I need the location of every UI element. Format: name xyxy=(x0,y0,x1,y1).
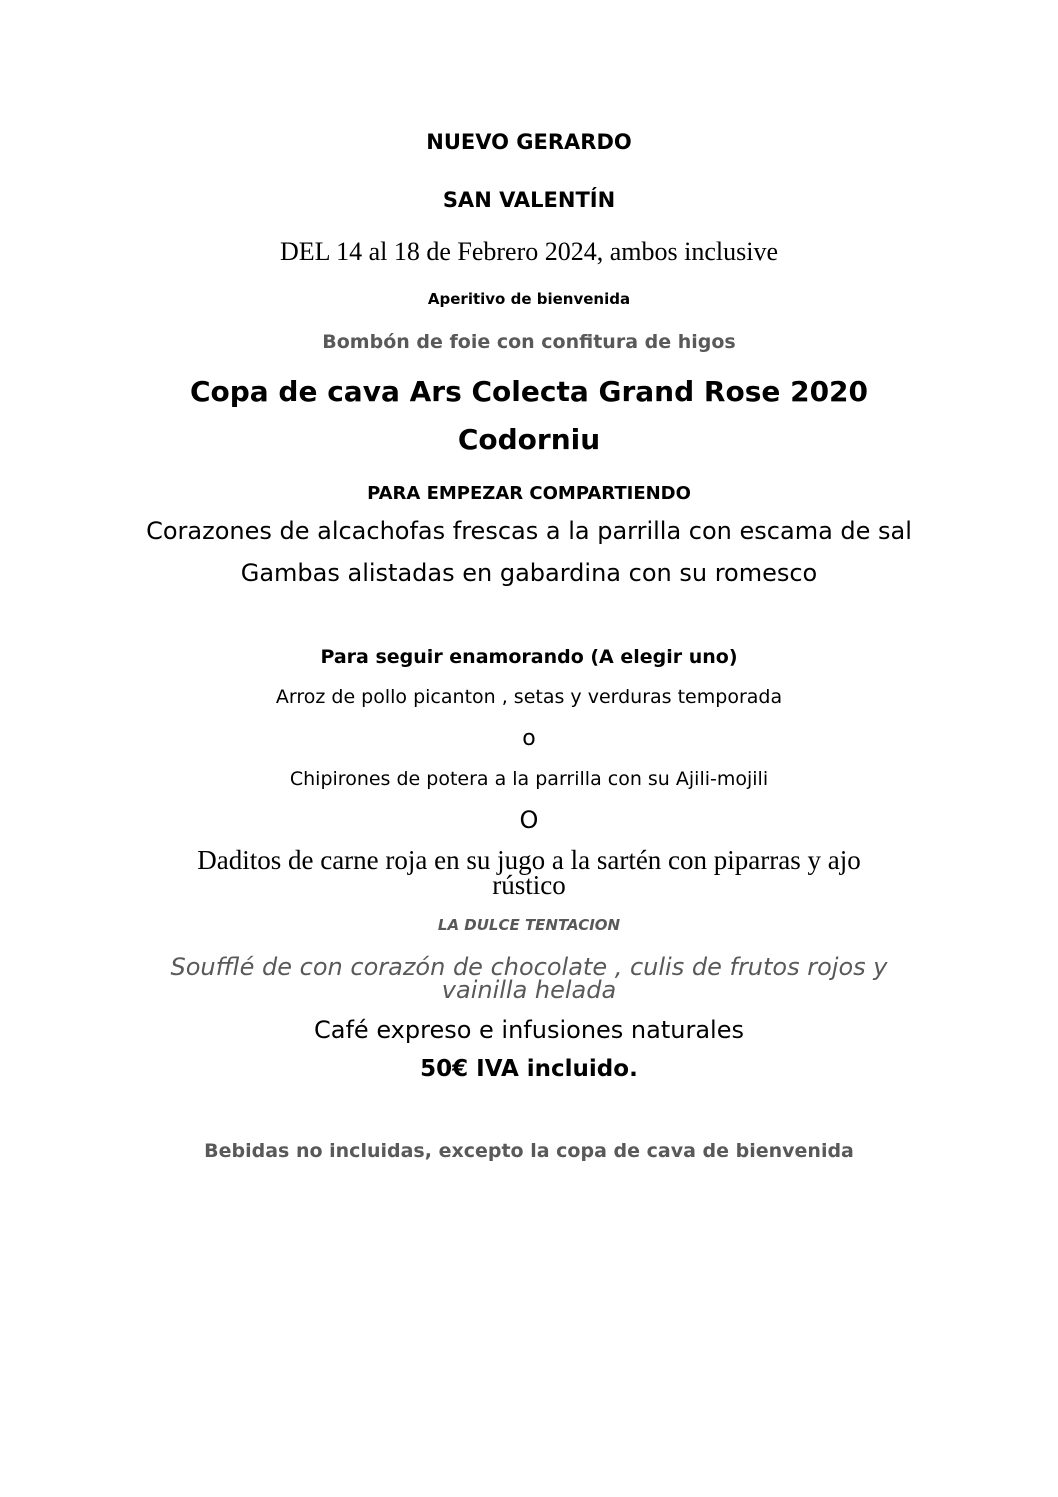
main-option-3-line-1: Daditos de carne roja en su jugo a la sartén con piparras y ajo xyxy=(197,845,861,875)
dessert-line-1: Soufflé de con corazón de chocolate , culis de frutos rojos y xyxy=(170,953,888,981)
coffee-line: Café expreso e infusiones naturales xyxy=(314,1016,744,1044)
restaurant-name: NUEVO GERARDO xyxy=(426,130,632,154)
dessert-heading: LA DULCE TENTACION xyxy=(437,916,621,934)
welcome-item: Bombón de foie con confitura de higos xyxy=(322,331,736,353)
welcome-cava-line: Copa de cava Ars Colecta Grand Rose 2020 xyxy=(189,375,869,408)
price: 50€ IVA incluido. xyxy=(420,1056,638,1082)
main-option-3-line-2: rústico xyxy=(492,870,566,900)
mains-heading: Para seguir enamorando (A elegir uno) xyxy=(320,646,738,668)
main-separator-2: O xyxy=(519,806,539,834)
starter-item: Corazones de alcachofas frescas a la parrilla con escama de sal xyxy=(146,517,912,545)
dessert-line-2: vainilla helada xyxy=(441,976,617,1004)
drinks-note: Bebidas no incluidas, excepto la copa de cava de bienvenida xyxy=(204,1140,854,1162)
starter-item: Gambas alistadas en gabardina con su romesco xyxy=(240,559,818,587)
main-option-2: Chipirones de potera a la parrilla con su Ajili-mojili xyxy=(289,768,769,790)
main-separator-1: o xyxy=(522,726,536,751)
welcome-heading: Aperitivo de bienvenida xyxy=(427,290,631,308)
starters-heading: PARA EMPEZAR COMPARTIENDO xyxy=(367,483,691,504)
welcome-cava-producer: Codorniu xyxy=(457,423,601,456)
event-name: SAN VALENTÍN xyxy=(442,188,616,212)
main-option-1: Arroz de pollo picanton , setas y verduras temporada xyxy=(275,686,783,708)
event-dates: DEL 14 al 18 de Febrero 2024, ambos inclusive xyxy=(280,237,778,266)
